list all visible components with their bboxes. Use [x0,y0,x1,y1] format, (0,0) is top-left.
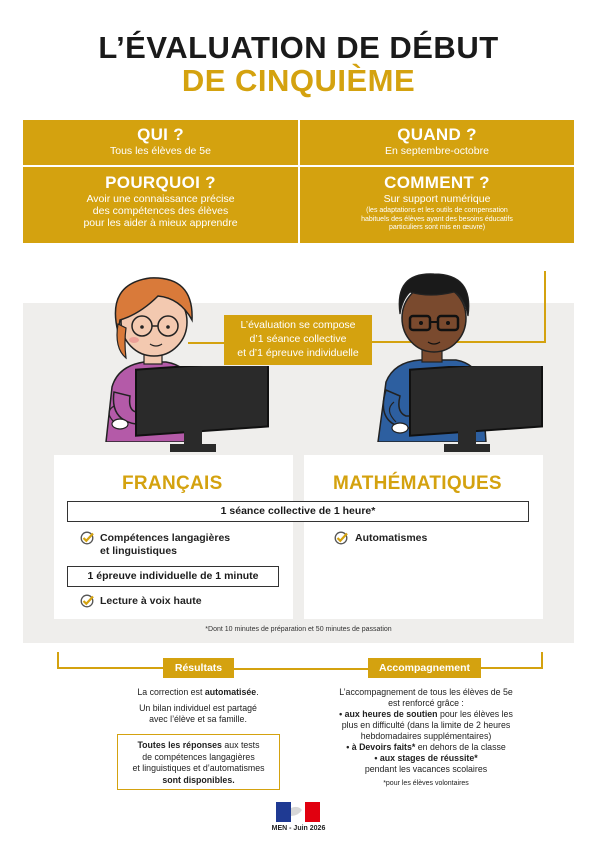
accomp-line-4: plus en difficulté (dans la limite de 2 heures [341,720,511,730]
check-icon [80,531,94,545]
accomp-l3b: pour les élèves les [437,709,513,719]
connector-bottom-middle [234,668,368,670]
collective-session-box: 1 séance collective de 1 heure* [67,501,529,522]
accomp-line-8: pendant les vacances scolaires [364,764,488,774]
accomp-line-1: L’accompagnement de tous les élèves de 5e [339,687,513,697]
title-line-2: DE CINQUIÈME [181,63,416,98]
resultats-l1c: . [256,687,259,697]
cell-pourquoi [23,173,298,229]
pourquoi-line-1: Avoir une connaissance précise [86,193,235,205]
accomp-l6b: en dehors de la classe [415,742,506,752]
title-line-1: L’ÉVALUATION DE DÉBUT [98,30,499,65]
comment-note-1: (les adaptations et les outils de compensation [366,207,508,214]
republique-francaise-logo [276,802,320,822]
composition-banner [224,315,372,365]
box-line-1 [118,740,279,752]
box-line-4: sont disponibles. [162,774,235,785]
quand-text: En septembre-octobre [385,145,489,157]
cell-quand [300,125,574,157]
pourquoi-line-2: des compétences des élèves [92,205,229,217]
check-icon [80,594,94,608]
computer-monitor-icon [132,366,272,458]
connector-bottom-right [481,652,543,669]
accomp-line-3 [304,709,548,721]
box-line-2: de compétences langagières [142,751,255,762]
comment-title: COMMENT ? [384,173,490,192]
resultats-line-3: avec l’élève et sa famille. [149,714,247,724]
comment-note-3: particuliers sont mis en œuvre) [388,224,486,231]
accomp-l6a: • à Devoirs faits* [346,742,416,752]
pourquoi-line-3: pour les aider à mieux apprendre [83,217,238,229]
resultats-tag: Résultats [163,658,234,678]
cell-qui [23,125,298,157]
comment-note-2: habituels des élèves ayant des besoins éducatifs [361,215,513,223]
cell-comment [300,173,574,233]
francais-item-2: Lecture à voix haute [100,595,202,607]
accomp-note: *pour les élèves volontaires [383,780,469,787]
check-icon [334,531,348,545]
qui-text: Tous les élèves de 5e [110,145,211,157]
accomp-line-2: est renforcé grâce : [388,698,464,708]
connector-bottom-left [57,652,163,669]
box-l1a: Toutes les réponses [137,740,222,750]
computer-monitor-icon [406,366,546,458]
resultats-l1b: automatisée [204,687,257,697]
qui-title: QUI ? [137,125,184,144]
maths-title: MATHÉMATIQUES [333,473,502,494]
accomp-line-6 [304,742,548,754]
resultats-line-1 [83,687,313,699]
compose-line-3: et d’1 épreuve individuelle [237,347,359,359]
responses-available-box [117,734,280,790]
pourquoi-title: POURQUOI ? [105,173,216,192]
box-l1b: aux tests [221,740,260,750]
compose-line-1: L’évaluation se compose [240,319,356,331]
footer-credit: MEN - Juin 2026 [271,825,326,832]
compose-line-2: d’1 séance collective [249,333,347,345]
francais-item-1 [100,532,230,558]
francais-item-1-line-1: Compétences langagières [100,532,231,544]
francais-title: FRANÇAIS [122,473,223,494]
francais-item-1-line-2: et linguistiques [100,545,178,557]
resultats-l1a: La correction est [137,687,205,697]
info-grid [23,120,574,243]
grid-divider-horizontal [23,165,574,167]
footnote: *Dont 10 minutes de préparation et 50 minutes de passation [205,626,392,633]
quand-title: QUAND ? [397,125,477,144]
comment-text: Sur support numérique [383,193,491,205]
individual-test-box: 1 épreuve individuelle de 1 minute [67,566,279,587]
accompagnement-tag: Accompagnement [368,658,481,678]
maths-item-1: Automatismes [355,532,428,544]
box-line-3: et linguistiques et d’automatismes [132,763,265,773]
accomp-l3a: • aux heures de soutien [339,709,438,719]
accomp-line-5: hebdomadaires supplémentaires) [360,731,492,741]
resultats-line-2: Un bilan individuel est partagé [139,703,257,713]
accomp-line-7: • aux stages de réussite* [374,753,478,763]
